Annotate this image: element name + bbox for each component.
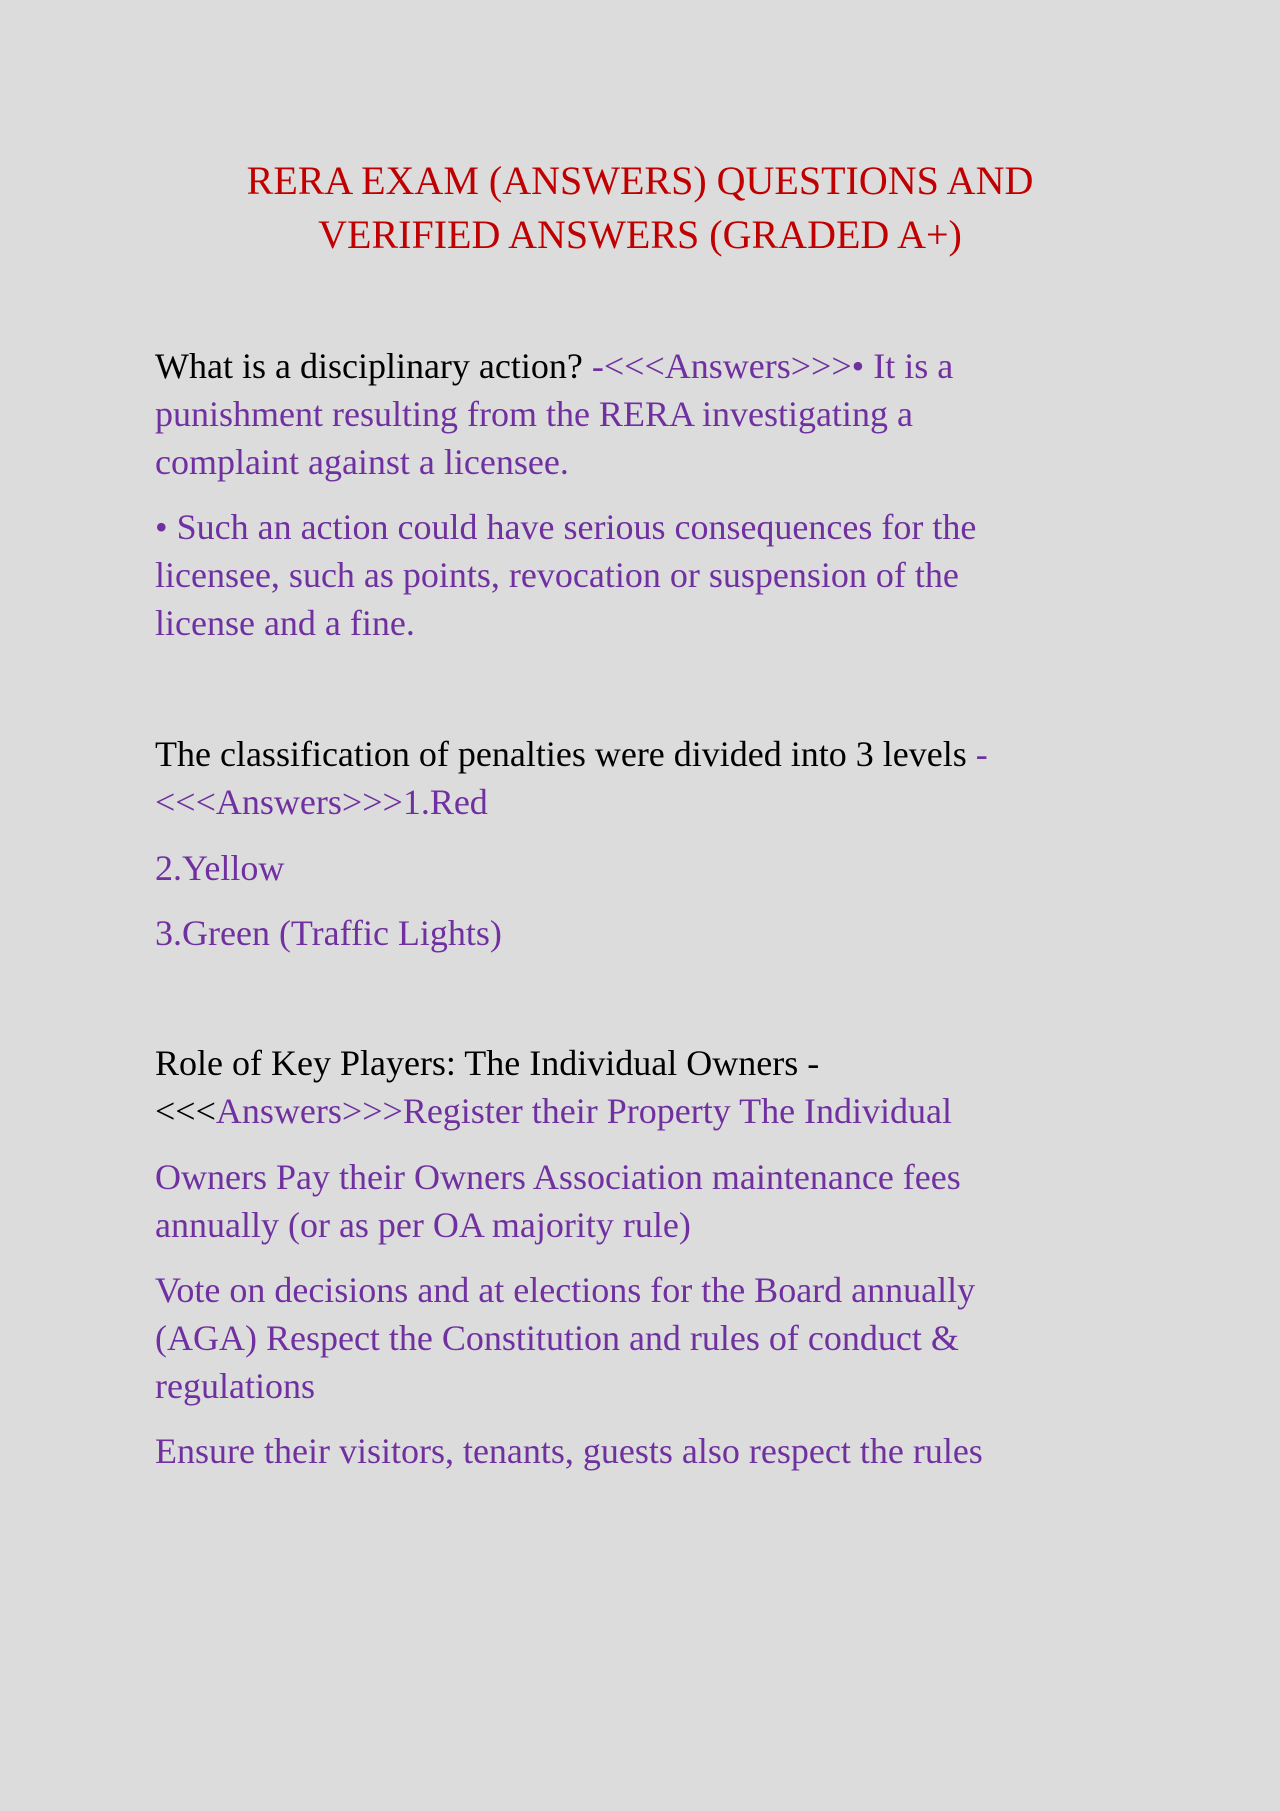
qa-3-marker-open: <<<	[155, 1091, 216, 1131]
qa-3-paragraph	[155, 1153, 961, 1249]
qa-1-answer-start: • It is a	[851, 346, 954, 386]
qa-2-block	[155, 730, 988, 826]
qa-2-answers-marker: <<<Answers>>>	[155, 782, 403, 822]
qa-3-block	[155, 1039, 952, 1135]
qa-2-paragraph: 2.Yellow	[155, 848, 285, 888]
qa-1-paragraph-line: licensee, such as points, revocation or suspension of the	[155, 555, 959, 595]
qa-1-answer-line: punishment resulting from the RERA investigating a	[155, 394, 913, 434]
qa-2-paragraph: 3.Green (Traffic Lights)	[155, 913, 502, 953]
title-line-1: RERA EXAM (ANSWERS) QUESTIONS AND	[246, 158, 1034, 203]
qa-3-paragraph-line: Owners Pay their Owners Association maintenance fees	[155, 1157, 961, 1197]
qa-1-answer-line: complaint against a licensee.	[155, 442, 569, 482]
qa-3-paragraph-line: regulations	[155, 1366, 315, 1406]
qa-3-paragraph-line: (AGA) Respect the Constitution and rules of conduct &	[155, 1318, 959, 1358]
qa-3-answer-start: Register their Property The Individual	[402, 1091, 953, 1131]
qa-3-question: Role of Key Players: The Individual Owners -	[155, 1043, 820, 1083]
qa-2-separator: -	[966, 734, 988, 774]
qa-3-paragraph-line: annually (or as per OA majority rule)	[155, 1205, 691, 1245]
qa-2-answer-start: 1.Red	[402, 782, 488, 822]
qa-3-paragraph	[155, 1266, 975, 1410]
qa-1-question: What is a disciplinary action?	[155, 346, 583, 386]
qa-1-paragraph-line: license and a fine.	[155, 603, 415, 643]
qa-3-paragraph: Ensure their visitors, tenants, guests also respect the rules	[155, 1431, 983, 1471]
qa-3-answers-marker: Answers>>>	[215, 1091, 403, 1131]
qa-1-paragraph-line: • Such an action could have serious consequences for the	[155, 507, 977, 547]
title-line-2: VERIFIED ANSWERS (GRADED A+)	[318, 212, 962, 257]
qa-1-paragraph	[155, 503, 976, 647]
document-title	[155, 154, 1125, 262]
qa-1-block	[155, 342, 953, 486]
qa-3-paragraph-line: Vote on decisions and at elections for the Board annually	[155, 1270, 976, 1310]
qa-2-question: The classification of penalties were divided into 3 levels	[155, 734, 967, 774]
qa-1-answers-marker: -<<<Answers>>>	[582, 346, 852, 386]
